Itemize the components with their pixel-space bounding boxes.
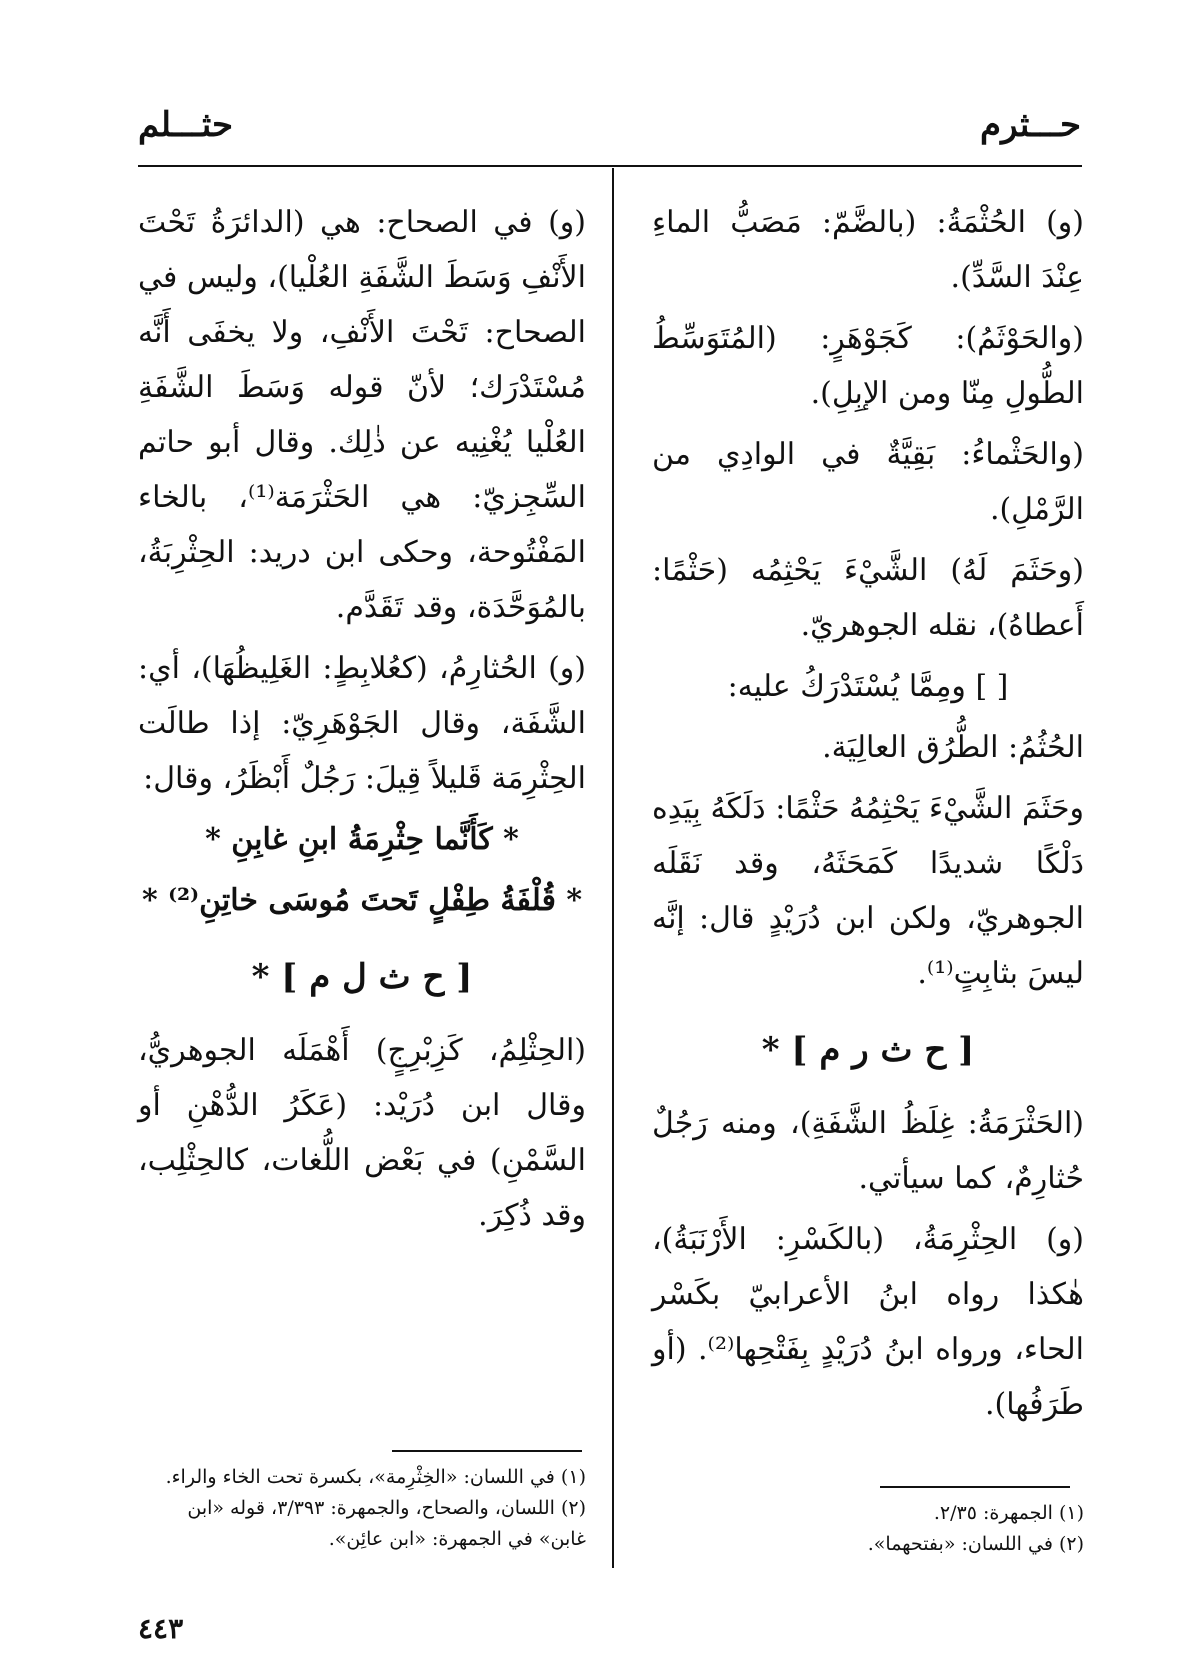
footnote: (٢) اللسان، والصحاح، والجمهرة: ٣/٣٩٣، قوله «ابن غابن» في الجمهرة: «ابن عائِن».: [187, 1497, 586, 1550]
footnote: (٢) في اللسان: «بفتحهما».: [867, 1533, 1084, 1555]
entry-heading: [ ح ث ل م ] *: [251, 957, 473, 997]
footnote: (١) الجمهرة: ٢/٣٥.: [933, 1502, 1084, 1524]
running-header-right: حـــثرم: [980, 105, 1081, 145]
header-rule: [138, 165, 1082, 167]
paragraph: (الحَثْرَمَةُ: غِلَظُ الشَّفَةِ)، ومنه رَجُلٌ حُثارِمٌ، كما سيأتي.: [652, 1106, 1084, 1196]
paragraph: (والحَثْماءُ: بَقِيَّةٌ في الوادِي من الرَّمْلِ).: [652, 437, 1084, 527]
paragraph: (و) الحُثْمَةُ: (بالضَّمّ: مَصَبُّ الماءِ عِنْدَ السَّدِّ).: [652, 205, 1084, 295]
paragraph: الحُثُمُ: الطُّرُق العالِيَة.: [822, 730, 1084, 765]
footnote: (١) في اللسان: «الخِثْرِمة»، بكسرة تحت الخاء والراء.: [165, 1466, 586, 1488]
footnote-rule-right: [880, 1486, 1070, 1488]
paragraph: وحَثَمَ الشَّيْءَ يَحْثِمُهُ حَثْمًا: دَلَكَهُ بِيَدِه دَلْكًا شديدًا كَمَحَثَهُ، وقد نَقَلَه الجوهريّ، ولكن ابن دُرَيْدٍ قال: إنَّه ليسَ بثابِتٍ⁽¹⁾.: [652, 791, 1084, 991]
entry-heading: [ ح ث ر م ] *: [761, 1030, 975, 1070]
paragraph: [ ] ومِمَّا يُسْتَدْرَكُ عليه:: [727, 669, 1009, 704]
paragraph: (و) الحُثارِمُ، (كعُلابِطٍ: الغَلِيظُهَا)، أي: الشَّفَة، وقال الجَوْهَرِيّ: إذا طالَت الحِثْرِمَة قَليلاً قِيلَ: رَجُلٌ أَبْظَرُ، وقال:: [138, 651, 586, 796]
footnote-rule-left: [392, 1450, 582, 1452]
verse-line: * قُلْفَةُ طِفْلٍ تَحتَ مُوسَى خاتِنِ⁽²⁾ *: [141, 883, 583, 918]
column-divider: [612, 168, 614, 1568]
paragraph: (وحَثَمَ لَهُ) الشَّيْءَ يَحْثِمُه (حَثْمًا: أَعطاهُ)، نقله الجوهريّ.: [652, 553, 1084, 643]
left-column: [138, 195, 586, 1249]
right-column: [652, 195, 1084, 1438]
page-number: ٤٤٣: [138, 1612, 184, 1645]
verse-line: * كَأَنَّما حِثْرِمَةُ ابنِ غابِنِ *: [205, 822, 519, 857]
paragraph: (و) في الصحاح: هي (الدائرَةُ تَحْتَ الأَنْفِ وَسَطَ الشَّفَةِ العُلْيا)، وليس في الصحاح: تَحْتَ الأَنْفِ، ولا يخفَى أَنَّه مُسْتَدْرَك؛ لأنّ قوله وَسَطَ الشَّفَةِ العُلْيا يُغْنِيه عن ذٰلِك. وقال أبو حاتم السِّجِزيّ: هي الحَثْرَمَة⁽¹⁾، بالخاء المَفْتُوحة، وحكى ابن دريد: الحِثْرِبَةُ، بالمُوَحَّدَة، وقد تَقَدَّم.: [138, 205, 586, 625]
footnotes-left: [138, 1462, 586, 1555]
paragraph: (والحَوْثَمُ): كَجَوْهَرٍ: (المُتَوَسِّطُ الطُّولِ مِنّا ومن الإبِلِ).: [652, 321, 1084, 411]
footnotes-right: [652, 1498, 1084, 1560]
paragraph: (الحِثْلِمُ، كَزِبْرِجٍ) أَهْمَلَه الجوهريُّ، وقال ابن دُرَيْد: (عَكَرُ الدُّهْنِ أو السَّمْنِ) في بَعْض اللُّغات، كالحِثْلِب، وقد ذُكِرَ.: [138, 1033, 586, 1233]
paragraph: (و) الحِثْرِمَةُ، (بالكَسْرِ: الأَرْنَبَةُ)، هٰكذا رواه ابنُ الأعرابيّ بكَسْر الحاء، ورواه ابنُ دُرَيْدٍ بِفَتْحِها⁽²⁾. (أو طَرَفُها).: [652, 1222, 1084, 1422]
running-header-left: حثـــلم: [138, 105, 234, 145]
